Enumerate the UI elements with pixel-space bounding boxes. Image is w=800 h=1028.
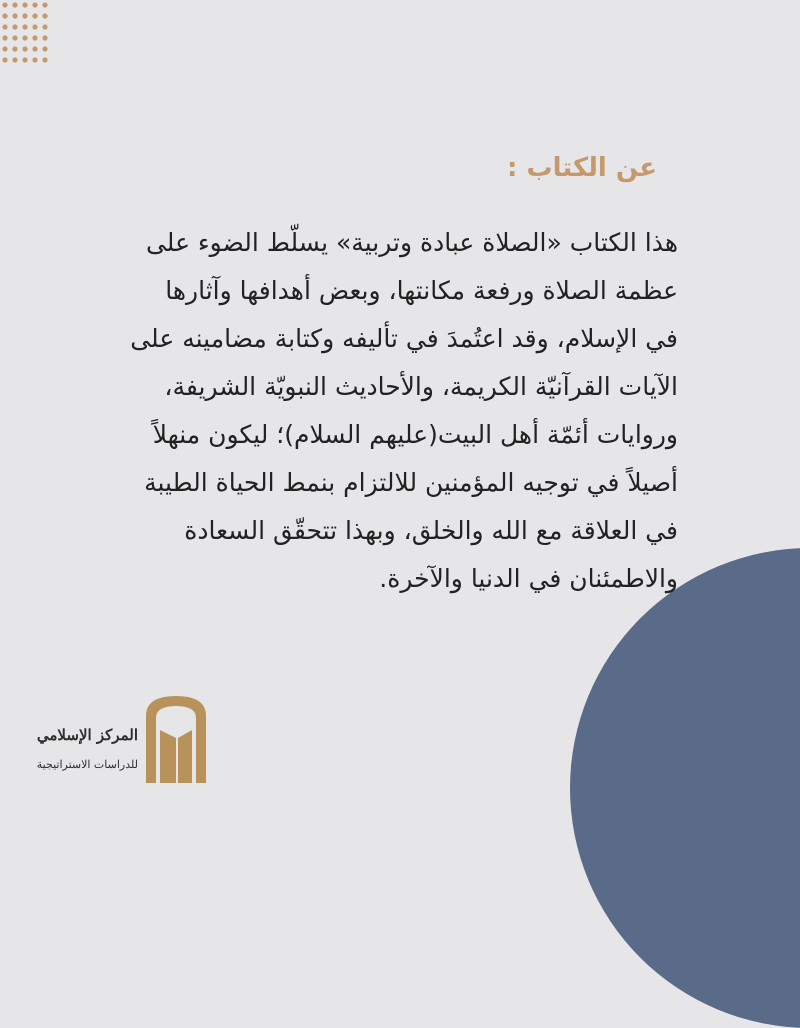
text-line: هذا الكتاب «الصلاة عبادة وتربية» يسلّط الضوء على: [145, 228, 678, 257]
decorative-dot: [32, 35, 37, 40]
decorative-dot: [2, 57, 7, 62]
text-line: في الإسلام، وقد اعتُمدَ في تأليفه وكتابة مضامينه على: [130, 324, 678, 353]
decorative-dot: [22, 46, 27, 51]
decorative-dot: [42, 35, 47, 40]
section-heading: عن الكتاب :: [507, 153, 657, 183]
decorative-dot: [42, 24, 47, 29]
decorative-dot: [42, 46, 47, 51]
logo-title: المركز الإسلامي: [36, 726, 138, 744]
decorative-dot: [2, 2, 7, 7]
decorative-dot: [42, 2, 47, 7]
decorative-dot: [12, 57, 17, 62]
decorative-dot: [2, 24, 7, 29]
text-line: في العلاقة مع الله والخلق، وبهذا تتحقّق السعادة: [184, 516, 678, 545]
decorative-dot: [32, 13, 37, 18]
logo-subtitle: للدراسات الاستراتيجية: [36, 758, 138, 771]
book-description: [78, 219, 678, 603]
decorative-circle: [570, 548, 800, 1028]
text-line: عظمة الصلاة ورفعة مكانتها، وبعض أهدافها وآثارها: [165, 276, 678, 305]
decorative-dot: [32, 46, 37, 51]
decorative-dot: [22, 24, 27, 29]
text-line: والاطمئنان في الدنيا والآخرة.: [379, 564, 678, 593]
logo-emblem-icon: [146, 696, 206, 783]
decorative-dot: [32, 24, 37, 29]
text-line: أصيلاً في توجيه المؤمنين للالتزام بنمط الحياة الطيبة: [144, 468, 678, 497]
decorative-dot: [42, 57, 47, 62]
institution-logo: [26, 688, 216, 788]
decorative-dot: [12, 13, 17, 18]
decorative-dot: [22, 35, 27, 40]
decorative-dot: [22, 2, 27, 7]
decorative-dot: [2, 46, 7, 51]
decorative-dot: [42, 13, 47, 18]
decorative-dot: [12, 2, 17, 7]
decorative-dot: [2, 35, 7, 40]
text-line: الآيات القرآنيّة الكريمة، والأحاديث النبويّة الشريفة،: [164, 372, 678, 401]
decorative-dot: [22, 57, 27, 62]
decorative-dot: [12, 24, 17, 29]
dot-pattern-decoration: [0, 0, 60, 70]
decorative-dot: [12, 35, 17, 40]
decorative-dot: [32, 2, 37, 7]
text-line: وروايات أئمّة أهل البيت(عليهم السلام)؛ ليكون منهلاً: [152, 420, 678, 449]
decorative-dot: [2, 13, 7, 18]
decorative-dot: [12, 46, 17, 51]
decorative-dot: [32, 57, 37, 62]
decorative-dot: [22, 13, 27, 18]
